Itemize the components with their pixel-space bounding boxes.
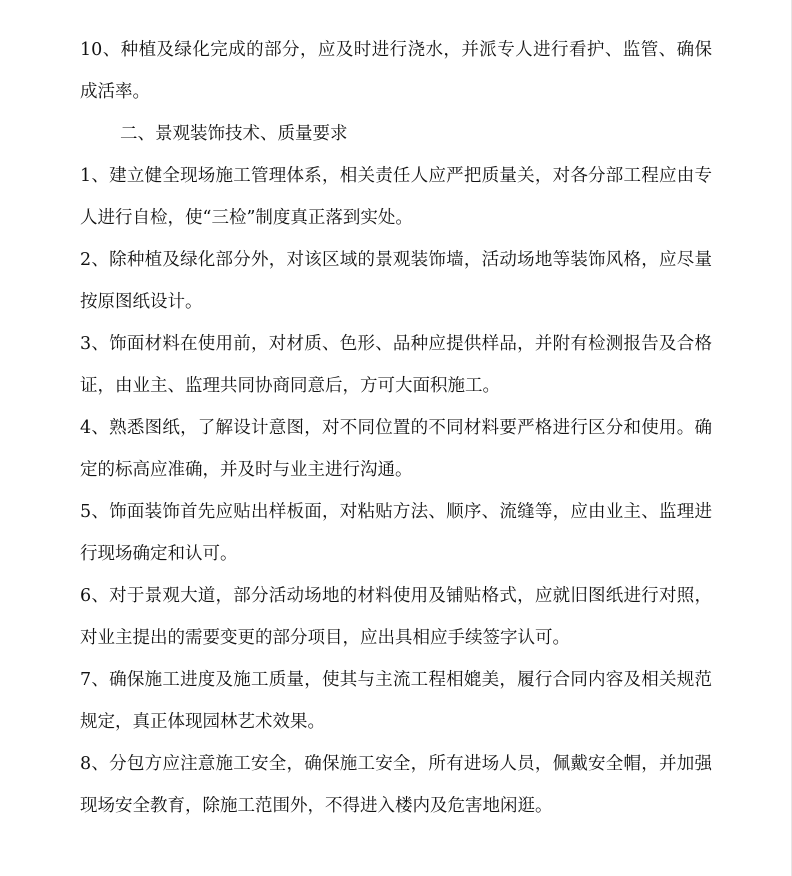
item-3-paragraph: 3、饰面材料在使用前，对材质、色形、品种应提供样品，并附有检测报告及合格证，由业主、监理共同协商同意后，方可大面积施工。 bbox=[80, 334, 712, 396]
item-10-paragraph: 10、种植及绿化完成的部分，应及时进行浇水，并派专人进行看护、监管、确保成活率。 bbox=[80, 40, 712, 102]
item-8-paragraph: 8、分包方应注意施工安全，确保施工安全，所有进场人员，佩戴安全帽，并加强现场安全教育，除施工范围外，不得进入楼内及危害地闲逛。 bbox=[80, 754, 712, 816]
section-heading: 二、景观装饰技术、质量要求 bbox=[120, 124, 348, 144]
item-5-paragraph: 5、饰面装饰首先应贴出样板面，对粘贴方法、顺序、流缝等，应由业主、监理进行现场确定和认可。 bbox=[80, 502, 712, 564]
item-7-paragraph: 7、确保施工进度及施工质量，使其与主流工程相媲美，履行合同内容及相关规范规定，真正体现园林艺术效果。 bbox=[80, 670, 712, 732]
item-4-paragraph: 4、熟悉图纸，了解设计意图，对不同位置的不同材料要严格进行区分和使用。确定的标高应准确，并及时与业主进行沟通。 bbox=[80, 418, 712, 480]
item-1-paragraph: 1、建立健全现场施工管理体系，相关责任人应严把质量关，对各分部工程应由专人进行自检，使“三检”制度真正落到实处。 bbox=[80, 166, 712, 228]
document-body bbox=[80, 29, 712, 827]
item-2-paragraph: 2、除种植及绿化部分外，对该区域的景观装饰墙，活动场地等装饰风格，应尽量按原图纸设计。 bbox=[80, 250, 712, 312]
item-6-paragraph: 6、对于景观大道，部分活动场地的材料使用及铺贴格式，应就旧图纸进行对照，对业主提出的需要变更的部分项目，应出具相应手续签字认可。 bbox=[80, 586, 712, 648]
